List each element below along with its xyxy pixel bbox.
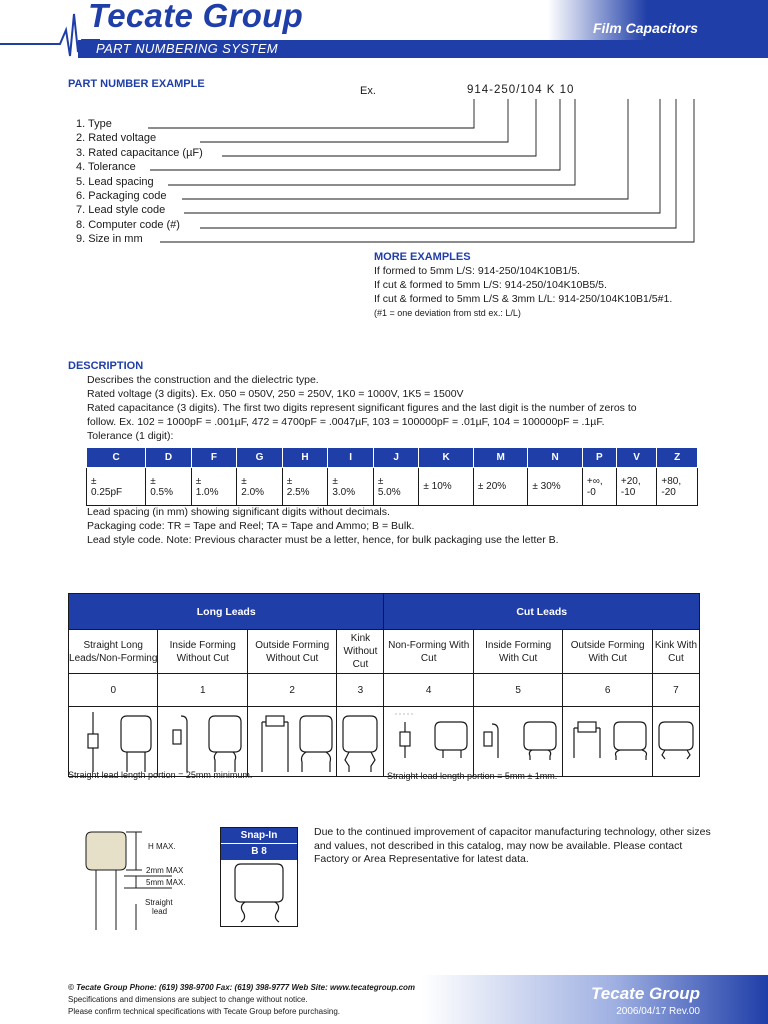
table-cell: ± 20% <box>473 468 528 506</box>
table-row <box>69 630 700 674</box>
table-cell: +∞, -0 <box>582 468 616 506</box>
lead-outside-forming-cut-diagram <box>564 708 652 776</box>
table-cell: ± 0.5% <box>146 468 192 506</box>
table-header: I <box>328 448 374 468</box>
table-header: G <box>237 448 283 468</box>
table-cell: 2 <box>247 674 336 707</box>
lead-kink-diagram <box>337 708 383 776</box>
desc-line: Describes the construction and the dielectric type. <box>87 374 319 386</box>
table-cell: 7 <box>652 674 699 707</box>
table-cell: +80, -20 <box>657 468 698 506</box>
table-row <box>69 707 700 777</box>
table-header: P <box>582 448 616 468</box>
table-cell: Inside Forming Without Cut <box>158 630 247 674</box>
table-cell: Straight Long Leads/Non-Forming <box>69 630 158 674</box>
example-label: Ex. <box>360 85 376 97</box>
example-note: (#1 = one deviation from std ex.: L/L) <box>374 308 521 318</box>
description-text <box>87 373 707 443</box>
snap-in-box <box>220 827 298 927</box>
lead-straight-long-diagram <box>69 708 157 776</box>
table-cell: 4 <box>384 674 473 707</box>
table-cell: Inside Forming With Cut <box>473 630 562 674</box>
list-item: 7. Lead style code <box>76 204 166 217</box>
example-heading: PART NUMBER EXAMPLE <box>68 78 205 90</box>
list-item: 4. Tolerance <box>76 161 136 174</box>
table-cell: 1 <box>158 674 247 707</box>
table-header: Z <box>657 448 698 468</box>
table-header: D <box>146 448 192 468</box>
desc-line: Tolerance (1 digit): <box>87 430 174 442</box>
cut-leads-header: Cut Leads <box>384 594 700 630</box>
desc-line: Packaging code: TR = Tape and Reel; TA = Tape and Ammo; B = Bulk. <box>87 520 415 532</box>
table-cell: ± 1.0% <box>191 468 237 506</box>
example-line: If cut & formed to 5mm L/S & 3mm L/L: 914-250/104K10B1/5#1. <box>374 293 673 305</box>
table-cell: ± 30% <box>528 468 583 506</box>
list-item: 9. Size in mm <box>76 233 143 246</box>
footer-text <box>68 982 415 1018</box>
more-examples <box>374 250 672 320</box>
table-cell: 6 <box>563 674 652 707</box>
lead-inside-forming-diagram <box>159 708 247 776</box>
table-cell: Kink Without Cut <box>337 630 384 674</box>
table-header: K <box>419 448 474 468</box>
table-header: M <box>473 448 528 468</box>
table-cell <box>247 707 336 777</box>
description-heading: DESCRIPTION <box>68 360 144 372</box>
footer-date: 2006/04/17 Rev.00 <box>616 1006 700 1017</box>
straight-label: Straight <box>145 898 173 907</box>
desc-line: Rated capacitance (3 digits). The first two digits represent significant figures and the last digit is the number of zeros to <box>87 402 637 414</box>
footer-contact: © Tecate Group Phone: (619) 398-9700 Fax: (619) 398-9777 Web Site: www.tecategroup.com <box>68 983 416 992</box>
list-item: 3. Rated capacitance (µF) <box>76 146 203 159</box>
dimension-diagram <box>80 826 210 936</box>
snap-in-code: B 8 <box>221 844 297 860</box>
category-title: Film Capacitors <box>592 20 698 36</box>
tolerance-table <box>86 447 698 506</box>
footnote-cut-leads: Straight lead length portion = 5mm ± 1mm. <box>387 771 558 781</box>
table-cell: 3 <box>337 674 384 707</box>
table-cell: ± 5.0% <box>373 468 419 506</box>
list-item: 1. Type <box>76 118 112 130</box>
table-cell: Non-Forming With Cut <box>384 630 473 674</box>
two-mm-max-label: 2mm MAX <box>146 866 184 875</box>
lead-kink-cut-diagram <box>653 708 699 776</box>
footer-brand: Tecate Group <box>591 984 700 1003</box>
snap-in-heading: Snap-In <box>221 828 297 844</box>
table-cell <box>158 707 247 777</box>
table-header: N <box>528 448 583 468</box>
snap-in-diagram <box>221 860 297 926</box>
table-cell <box>563 707 652 777</box>
part-fields-list <box>76 117 203 247</box>
lead-inside-forming-cut-diagram <box>474 708 562 776</box>
desc-line: Lead style code. Note: Previous character must be a letter, hence, for bulk packaging use the letter B. <box>87 534 559 546</box>
example-line: If formed to 5mm L/S: 914-250/104K10B1/5. <box>374 265 581 277</box>
desc-line: Rated voltage (3 digits). Ex. 050 = 050V, 250 = 250V, 1K0 = 1000V, 1K5 = 1500V <box>87 388 464 400</box>
five-mm-max-label: 5mm MAX. <box>146 878 186 887</box>
lead-label: lead <box>152 907 168 916</box>
table-cell <box>473 707 562 777</box>
table-row <box>69 674 700 707</box>
list-item: 6. Packaging code <box>76 190 167 203</box>
list-item: 5. Lead spacing <box>76 175 154 188</box>
table-cell <box>69 707 158 777</box>
more-examples-heading: MORE EXAMPLES <box>374 251 471 263</box>
table-cell: 5 <box>473 674 562 707</box>
availability-notice: Due to the continued improvement of capacitor manufacturing technology, other sizes and values, not described in this catalog, may now be available. Please contact Factory or Area Representative for latest data. <box>314 826 711 865</box>
table-header-row <box>87 448 698 468</box>
table-cell: Outside Forming With Cut <box>563 630 652 674</box>
h-max-label: H MAX. <box>148 842 176 851</box>
desc-line: Lead spacing (in mm) showing significant digits without decimals. <box>87 506 390 518</box>
example-line: If cut & formed to 5mm L/S: 914-250/104K10B5/5. <box>374 279 607 291</box>
list-item: 2. Rated voltage <box>76 132 157 145</box>
example-code: 914-250/104 K 10 <box>467 84 575 96</box>
lead-style-table <box>68 593 700 777</box>
table-header: J <box>373 448 419 468</box>
table-cell: ± 0.25pF <box>87 468 146 506</box>
table-cell: ± 10% <box>419 468 474 506</box>
table-header: F <box>191 448 237 468</box>
description-text-continued <box>87 505 559 547</box>
footnote-long-leads: Straight lead length portion = 25mm minimum. <box>68 770 253 780</box>
table-cell <box>652 707 699 777</box>
table-header: V <box>616 448 657 468</box>
table-cell: Kink With Cut <box>652 630 699 674</box>
footer-disclaimer-2: Please confirm technical specifications with Tecate Group before purchasing. <box>68 1007 340 1016</box>
table-cell: Outside Forming Without Cut <box>247 630 336 674</box>
brand-title: Tecate Group <box>88 0 304 34</box>
lead-outside-forming-diagram <box>248 708 336 776</box>
table-cell: ± 3.0% <box>328 468 374 506</box>
long-leads-header: Long Leads <box>69 594 384 630</box>
list-item: 8. Computer code (#) <box>76 218 180 231</box>
table-cell: ± 2.5% <box>282 468 328 506</box>
table-row <box>87 468 698 506</box>
table-cell <box>337 707 384 777</box>
table-header: H <box>282 448 328 468</box>
lead-non-forming-cut-diagram <box>385 708 473 776</box>
table-cell: +20, -10 <box>616 468 657 506</box>
table-header: C <box>87 448 146 468</box>
section-title: PART NUMBERING SYSTEM <box>96 41 278 56</box>
table-cell: 0 <box>69 674 158 707</box>
footer-disclaimer-1: Specifications and dimensions are subject to change without notice. <box>68 995 308 1004</box>
desc-line: follow. Ex. 102 = 1000pF = .001µF, 472 = 4700pF = .0047µF, 103 = 100000pF = .01µF, 104 = 100000pF = .1µF. <box>87 416 605 428</box>
table-cell <box>384 707 473 777</box>
table-cell: ± 2.0% <box>237 468 283 506</box>
table-header-row <box>69 594 700 630</box>
